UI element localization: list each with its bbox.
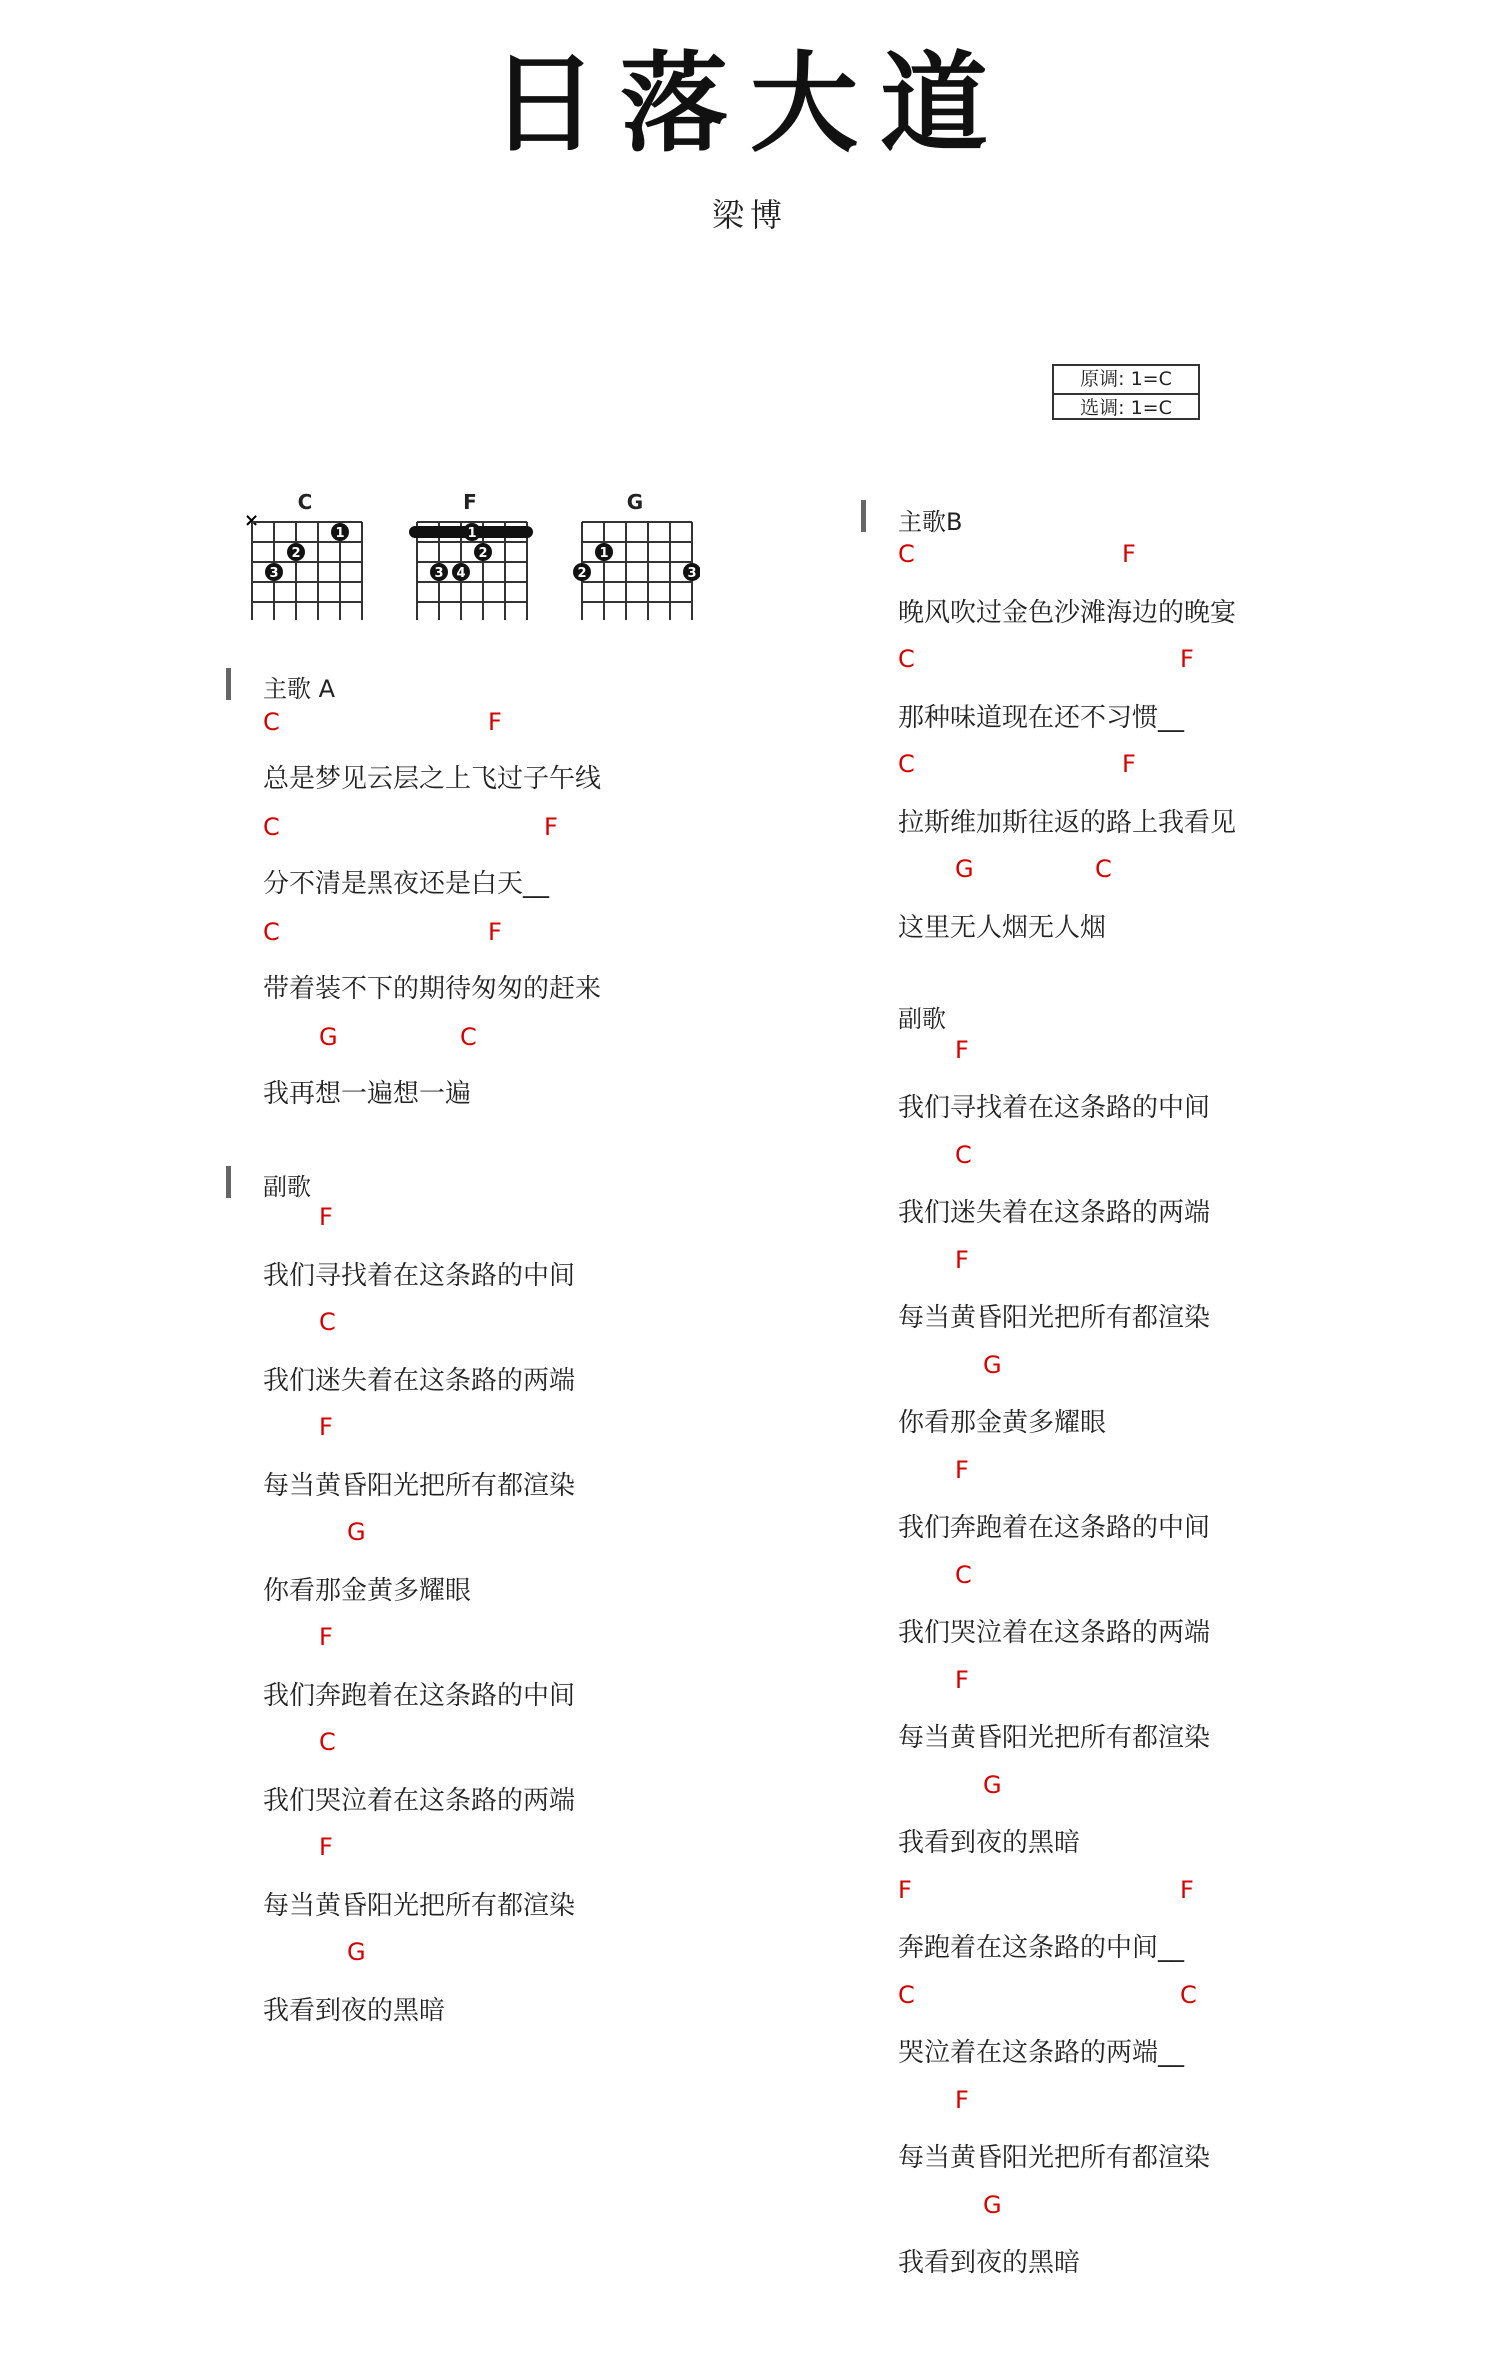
lyric-line: 我们哭泣着在这条路的两端 bbox=[898, 1618, 1211, 1648]
svg-text:×: × bbox=[244, 510, 260, 531]
lyric-line: 你看那金黄多耀眼 bbox=[263, 1576, 472, 1606]
chord-diagram-c bbox=[240, 490, 370, 630]
selected-key: 选调: 1=C bbox=[1054, 393, 1198, 422]
lyric-line: 我们寻找着在这条路的中间 bbox=[898, 1093, 1211, 1123]
chord: F bbox=[1122, 540, 1136, 568]
lyric-line: 晚风吹过金色沙滩海边的晚宴 bbox=[898, 598, 1237, 628]
chord: C bbox=[898, 1981, 915, 2009]
lyric-line: 带着装不下的期待匆匆的赶来 bbox=[263, 974, 602, 1004]
lyric-line: 我们寻找着在这条路的中间 bbox=[263, 1261, 576, 1291]
chord-c-grid bbox=[240, 490, 370, 630]
svg-text:3: 3 bbox=[434, 566, 444, 581]
chord: C bbox=[898, 645, 915, 673]
chord: F bbox=[1180, 1876, 1194, 1904]
svg-text:2: 2 bbox=[478, 546, 488, 561]
chord: F bbox=[319, 1833, 333, 1861]
chord: F bbox=[955, 1456, 969, 1484]
chord-diagrams bbox=[240, 490, 760, 630]
svg-text:3: 3 bbox=[687, 566, 697, 581]
chord: C bbox=[460, 1023, 477, 1051]
chord: C bbox=[898, 540, 915, 568]
chord: F bbox=[955, 1666, 969, 1694]
svg-text:1: 1 bbox=[599, 546, 609, 561]
section-bar bbox=[226, 1166, 231, 1198]
chord: G bbox=[347, 1518, 366, 1546]
svg-text:3: 3 bbox=[269, 566, 279, 581]
lyric-line: 每当黄昏阳光把所有都渲染 bbox=[898, 1303, 1211, 1333]
chord: C bbox=[263, 708, 280, 736]
chord: C bbox=[955, 1141, 972, 1169]
chord: C bbox=[263, 813, 280, 841]
lyric-line: 总是梦见云层之上飞过子午线 bbox=[263, 764, 602, 794]
lyric-line: 我看到夜的黑暗 bbox=[263, 1996, 446, 2026]
lyric-line: 每当黄昏阳光把所有都渲染 bbox=[263, 1471, 576, 1501]
lyric-line: 这里无人烟无人烟 bbox=[898, 913, 1107, 943]
chord-diagram-f bbox=[405, 490, 535, 630]
chord: F bbox=[319, 1413, 333, 1441]
lyric-line: 哭泣着在这条路的两端__ bbox=[898, 2038, 1185, 2068]
chord: C bbox=[319, 1728, 336, 1756]
chord-diagram-name: G bbox=[626, 490, 644, 514]
chord: F bbox=[1180, 645, 1194, 673]
lyric-line: 每当黄昏阳光把所有都渲染 bbox=[898, 1723, 1211, 1753]
chord: G bbox=[319, 1023, 338, 1051]
section-bar bbox=[861, 500, 866, 532]
chord: G bbox=[347, 1938, 366, 1966]
chord-diagram-name: C bbox=[297, 490, 313, 514]
chord: C bbox=[955, 1561, 972, 1589]
svg-text:1: 1 bbox=[467, 526, 477, 541]
chord-g-grid bbox=[570, 490, 700, 630]
chord: F bbox=[488, 918, 502, 946]
section-label-verse-b: 主歌B bbox=[898, 508, 963, 536]
chord: C bbox=[1095, 855, 1112, 883]
original-key: 原调: 1=C bbox=[1080, 368, 1172, 390]
lyric-line: 奔跑着在这条路的中间__ bbox=[898, 1933, 1185, 1963]
chord: F bbox=[319, 1203, 333, 1231]
chord: C bbox=[1180, 1981, 1197, 2009]
chord: C bbox=[263, 918, 280, 946]
lyric-line: 分不清是黑夜还是白天__ bbox=[263, 869, 550, 899]
section-label-chorus: 副歌 bbox=[263, 1173, 311, 1201]
chord: G bbox=[983, 1351, 1002, 1379]
svg-text:1: 1 bbox=[335, 526, 345, 541]
lyric-line: 那种味道现在还不习惯__ bbox=[898, 703, 1185, 733]
section-label-chorus: 副歌 bbox=[898, 1005, 946, 1033]
lyric-line: 我们迷失着在这条路的两端 bbox=[263, 1366, 576, 1396]
chord: G bbox=[955, 855, 974, 883]
lyric-line: 每当黄昏阳光把所有都渲染 bbox=[898, 2143, 1211, 2173]
lyric-line: 我们奔跑着在这条路的中间 bbox=[898, 1513, 1211, 1543]
chord-diagram-g bbox=[570, 490, 700, 630]
lyric-line: 你看那金黄多耀眼 bbox=[898, 1408, 1107, 1438]
svg-text:2: 2 bbox=[291, 546, 301, 561]
lyric-line: 我再想一遍想一遍 bbox=[263, 1079, 472, 1109]
lyric-line: 拉斯维加斯往返的路上我看见 bbox=[898, 808, 1237, 838]
svg-text:2: 2 bbox=[577, 566, 587, 581]
chord: C bbox=[898, 750, 915, 778]
chord: F bbox=[955, 1036, 969, 1064]
lyric-line: 我看到夜的黑暗 bbox=[898, 2248, 1081, 2278]
lyric-line: 我们迷失着在这条路的两端 bbox=[898, 1198, 1211, 1228]
chord: G bbox=[983, 2191, 1002, 2219]
chord: F bbox=[955, 2086, 969, 2114]
chord: C bbox=[319, 1308, 336, 1336]
chord-f-grid bbox=[405, 490, 535, 630]
song-title: 日落大道 bbox=[489, 41, 1010, 167]
chord: F bbox=[319, 1623, 333, 1651]
lyric-line: 我们奔跑着在这条路的中间 bbox=[263, 1681, 576, 1711]
section-label-verse-a: 主歌 A bbox=[263, 675, 336, 703]
chord: F bbox=[1122, 750, 1136, 778]
svg-text:4: 4 bbox=[456, 566, 466, 581]
lyric-line: 我们哭泣着在这条路的两端 bbox=[263, 1786, 576, 1816]
chord: F bbox=[898, 1876, 912, 1904]
key-info-box bbox=[1052, 364, 1200, 420]
chord: F bbox=[955, 1246, 969, 1274]
chord: F bbox=[544, 813, 558, 841]
chord: G bbox=[983, 1771, 1002, 1799]
section-bar bbox=[226, 668, 231, 700]
chord: F bbox=[488, 708, 502, 736]
artist-name: 梁博 bbox=[711, 196, 788, 234]
lyric-line: 我看到夜的黑暗 bbox=[898, 1828, 1081, 1858]
chord-diagram-name: F bbox=[463, 490, 477, 514]
lyric-line: 每当黄昏阳光把所有都渲染 bbox=[263, 1891, 576, 1921]
